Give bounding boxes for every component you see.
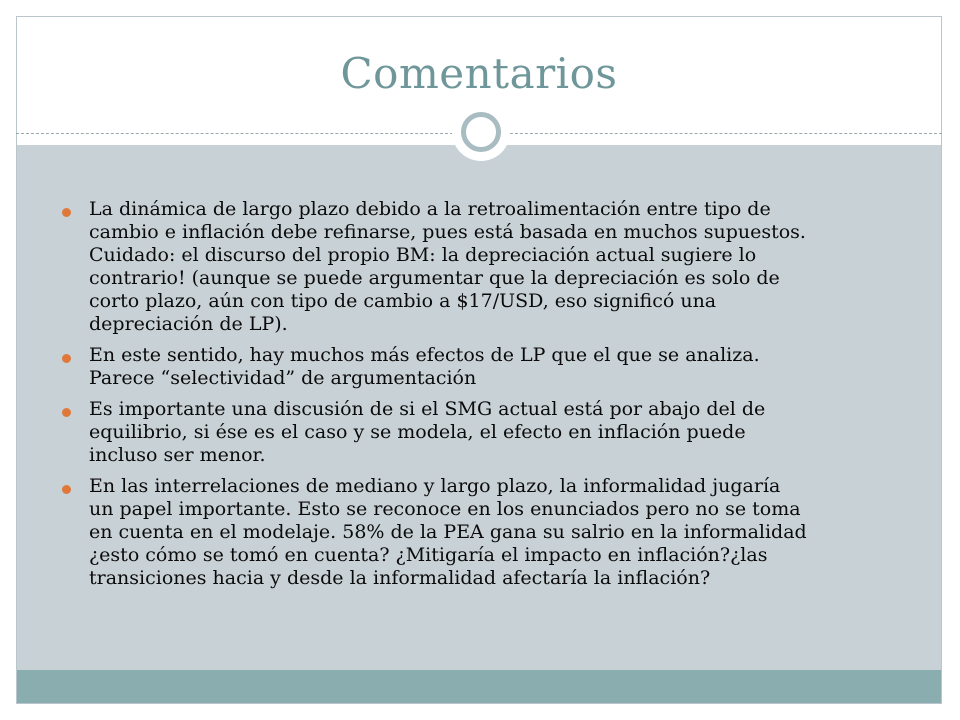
slide-title: Comentarios [340,49,618,98]
bullet-text: En las interrelaciones de mediano y largo plazo, la informalidad jugaría un papel importante. Esto se reconoce en los enunciados pero no se toma en cuenta en el modelaje. 58% de la PEA gana su salrio en la informalidad ¿esto cómo se tomó en cuenta? ¿Mitigaría el impacto en inflación?¿las transiciones hacia y desde la informalidad afectaría la inflación? [89,475,807,589]
bullet-text: En este sentido, hay muchos más efectos de LP que el que se analiza. Parece “selectividad” de argumentación [89,344,760,389]
bullet-text: La dinámica de largo plazo debido a la retroalimentación entre tipo de cambio e inflación debe refinarse, pues está basada en muchos supuestos. Cuidado: el discurso del propio BM: la depreciación actual sugiere lo contrario! (aunque se puede argumentar que la depreciación es solo de corto plazo, aún con tipo de cambio a $17/USD, eso significó una depreciación de LP). [89,198,806,335]
bullet-dot-icon [62,208,71,217]
bullet-dot-icon [62,408,71,417]
bullet-text: Es importante una discusión de si el SMG actual está por abajo del de equilibrio, si ése es el caso y se modela, el efecto en inflación puede incluso ser menor. [89,398,766,466]
bullet-item [62,475,922,590]
bullet-item [62,198,922,336]
bullet-item [62,398,922,467]
bullet-dot-icon [62,354,71,363]
footer-bar [17,670,941,703]
circle-ring-inner [461,112,501,152]
circle-ring-icon [452,103,510,161]
bullet-item [62,344,922,390]
bullet-dot-icon [62,485,71,494]
bullet-list [62,198,922,598]
